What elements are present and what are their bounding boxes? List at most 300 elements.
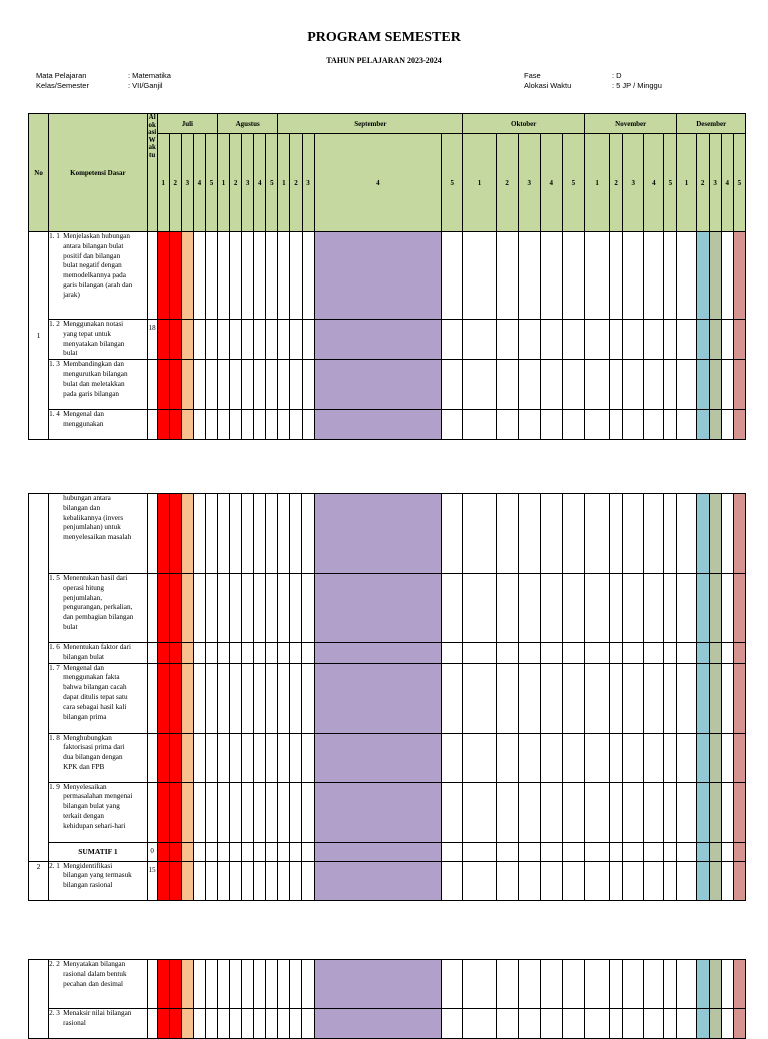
week-cell xyxy=(709,960,721,1009)
week-cell xyxy=(278,232,290,320)
week-cell xyxy=(302,320,314,360)
week-cell xyxy=(157,733,169,782)
week-cell xyxy=(677,320,696,360)
row-number-empty xyxy=(29,494,49,862)
week-cell xyxy=(677,842,696,861)
week-cell xyxy=(623,643,644,664)
alokasi-value: 15 xyxy=(147,861,157,900)
week-cell xyxy=(610,494,623,574)
week-cell xyxy=(677,782,696,842)
week-oktober-1: 1 xyxy=(463,134,496,232)
week-cell xyxy=(254,842,266,861)
week-cell xyxy=(664,842,677,861)
week-cell xyxy=(733,494,745,574)
week-juli-5: 5 xyxy=(205,134,217,232)
week-juli-3: 3 xyxy=(181,134,193,232)
week-cell xyxy=(610,861,623,900)
week-cell xyxy=(205,410,217,440)
week-cell xyxy=(696,861,709,900)
sumatif-value: 0 xyxy=(147,842,157,861)
meta-kelas-value: : VII/Ganjil xyxy=(128,81,163,90)
kompetensi-number: 1. 4 xyxy=(49,410,60,419)
week-cell xyxy=(290,320,302,360)
week-cell xyxy=(205,360,217,410)
alokasi-empty xyxy=(147,574,157,643)
header-month-september: September xyxy=(278,114,463,134)
week-cell xyxy=(181,320,193,360)
week-juli-1: 1 xyxy=(157,134,169,232)
section-2-body xyxy=(29,494,746,901)
week-cell xyxy=(644,574,664,643)
week-cell xyxy=(442,861,463,900)
week-cell xyxy=(314,861,442,900)
week-cell xyxy=(254,410,266,440)
week-cell xyxy=(496,782,518,842)
week-cell xyxy=(496,232,518,320)
week-cell xyxy=(290,733,302,782)
week-cell xyxy=(721,232,733,320)
week-cell xyxy=(254,494,266,574)
week-cell xyxy=(664,410,677,440)
week-cell xyxy=(623,861,644,900)
week-cell xyxy=(242,320,254,360)
week-cell xyxy=(242,861,254,900)
week-cell xyxy=(266,232,278,320)
table-row xyxy=(29,410,746,440)
table-row xyxy=(29,782,746,842)
week-cell xyxy=(266,960,278,1009)
week-cell xyxy=(302,733,314,782)
week-cell xyxy=(230,782,242,842)
week-cell xyxy=(442,733,463,782)
week-cell xyxy=(540,643,562,664)
week-cell xyxy=(677,861,696,900)
week-agustus-1: 1 xyxy=(218,134,230,232)
week-cell xyxy=(205,782,217,842)
week-cell xyxy=(302,861,314,900)
week-cell xyxy=(610,960,623,1009)
week-cell xyxy=(584,663,609,733)
week-cell xyxy=(193,782,205,842)
week-cell xyxy=(664,663,677,733)
week-cell xyxy=(664,360,677,410)
week-cell xyxy=(218,320,230,360)
row-number: 2 xyxy=(29,861,49,900)
week-cell xyxy=(562,410,584,440)
kompetensi-text: hubungan antara bilangan dan kebalikannya (invers penjumlahan) untuk menyelesaikan masalah xyxy=(63,494,132,542)
week-cell xyxy=(644,320,664,360)
header-month-juli: Juli xyxy=(157,114,217,134)
week-cell xyxy=(610,360,623,410)
week-cell xyxy=(496,842,518,861)
week-cell xyxy=(169,960,181,1009)
kompetensi-text: Membandingkan dan mengurutkan bilangan bulat dan meletakkan pada garis bilangan xyxy=(63,360,128,398)
week-cell xyxy=(254,574,266,643)
week-cell xyxy=(442,842,463,861)
week-cell xyxy=(254,360,266,410)
week-cell xyxy=(290,232,302,320)
week-cell xyxy=(540,842,562,861)
week-cell xyxy=(193,320,205,360)
week-september-1: 1 xyxy=(278,134,290,232)
week-cell xyxy=(181,643,193,664)
week-cell xyxy=(696,663,709,733)
alokasi-empty xyxy=(147,643,157,664)
week-desember-5: 5 xyxy=(733,134,745,232)
kompetensi-number: 1. 6 xyxy=(49,643,60,651)
week-cell xyxy=(644,360,664,410)
table-row xyxy=(29,733,746,782)
week-cell xyxy=(721,360,733,410)
week-cell xyxy=(540,861,562,900)
kompetensi-text: Menentukan hasil dari operasi hitung penjumlahan, pengurangan, perkalian, dan pembagian bilangan bulat xyxy=(63,574,134,631)
table-row xyxy=(29,643,746,664)
week-cell xyxy=(584,861,609,900)
alokasi-empty xyxy=(147,733,157,782)
week-cell xyxy=(193,360,205,410)
week-cell xyxy=(644,232,664,320)
week-cell xyxy=(266,842,278,861)
week-cell xyxy=(193,842,205,861)
table-row xyxy=(29,960,746,1009)
week-agustus-3: 3 xyxy=(242,134,254,232)
semester-table-page-2 xyxy=(28,493,746,901)
header-month-desember: Desember xyxy=(677,114,746,134)
week-september-5: 5 xyxy=(442,134,463,232)
week-cell xyxy=(463,360,496,410)
header-month-november: November xyxy=(585,114,677,134)
kompetensi-text: Menyatakan bilangan rasional dalam bentuk pecahan dan desimal xyxy=(63,960,127,988)
week-cell xyxy=(584,782,609,842)
week-cell xyxy=(314,574,442,643)
week-cell xyxy=(721,861,733,900)
week-oktober-2: 2 xyxy=(496,134,518,232)
week-september-2: 2 xyxy=(290,134,302,232)
week-cell xyxy=(709,410,721,440)
week-cell xyxy=(610,232,623,320)
week-cell xyxy=(709,574,721,643)
kompetensi-cell xyxy=(49,320,148,360)
meta-kelas-label: Kelas/Semester xyxy=(36,81,89,90)
week-cell xyxy=(193,643,205,664)
header-month-agustus: Agustus xyxy=(218,114,278,134)
table-row xyxy=(29,360,746,410)
table-row xyxy=(29,861,746,900)
week-cell xyxy=(278,960,290,1009)
week-cell xyxy=(585,232,610,320)
week-cell xyxy=(205,960,217,1009)
kompetensi-cell xyxy=(49,494,148,574)
week-cell xyxy=(157,574,169,643)
week-cell xyxy=(254,733,266,782)
week-cell xyxy=(181,842,193,861)
week-cell xyxy=(540,494,562,574)
week-cell xyxy=(562,663,584,733)
week-cell xyxy=(205,733,217,782)
week-cell xyxy=(562,574,584,643)
week-cell xyxy=(193,960,205,1009)
week-juli-4: 4 xyxy=(193,134,205,232)
week-cell xyxy=(230,733,242,782)
week-cell xyxy=(181,574,193,643)
week-cell xyxy=(585,360,610,410)
table-row xyxy=(29,574,746,643)
kompetensi-text: Menggunakan notasi yang tepat untuk menyatakan bilangan bulat xyxy=(63,320,125,358)
week-cell xyxy=(290,494,302,574)
week-cell xyxy=(230,360,242,410)
week-cell xyxy=(218,574,230,643)
week-cell xyxy=(230,410,242,440)
week-cell xyxy=(181,232,193,320)
kompetensi-number: 1. 3 xyxy=(49,360,60,369)
week-cell xyxy=(696,360,709,410)
table-row xyxy=(29,663,746,733)
kompetensi-number: 1. 9 xyxy=(49,782,60,791)
week-cell xyxy=(314,663,442,733)
week-cell xyxy=(442,320,463,360)
week-cell xyxy=(442,782,463,842)
week-cell xyxy=(278,861,290,900)
week-cell xyxy=(463,782,496,842)
week-cell xyxy=(733,410,745,440)
week-cell xyxy=(644,643,664,664)
week-cell xyxy=(733,574,745,643)
week-cell xyxy=(733,232,745,320)
week-cell xyxy=(518,663,540,733)
week-cell xyxy=(290,410,302,440)
week-cell xyxy=(169,733,181,782)
kompetensi-number: 1. 8 xyxy=(49,733,60,742)
week-cell xyxy=(442,960,463,1009)
week-cell xyxy=(696,232,709,320)
week-cell xyxy=(169,574,181,643)
week-cell xyxy=(205,232,217,320)
week-cell xyxy=(193,410,205,440)
week-cell xyxy=(278,360,290,410)
week-cell xyxy=(266,782,278,842)
week-cell xyxy=(218,360,230,410)
week-cell xyxy=(290,842,302,861)
week-cell xyxy=(278,663,290,733)
week-cell xyxy=(610,320,623,360)
week-cell xyxy=(721,410,733,440)
week-cell xyxy=(302,360,314,410)
week-cell xyxy=(193,861,205,900)
kompetensi-text: Mengidentifikasi bilangan yang termasuk bilangan rasional xyxy=(63,861,132,890)
week-cell xyxy=(610,410,623,440)
week-cell xyxy=(664,232,677,320)
week-cell xyxy=(230,861,242,900)
week-cell xyxy=(242,232,254,320)
week-cell xyxy=(205,842,217,861)
week-cell xyxy=(290,782,302,842)
week-cell xyxy=(610,782,623,842)
week-cell xyxy=(463,960,496,1009)
week-cell xyxy=(205,861,217,900)
week-cell xyxy=(585,410,610,440)
week-cell xyxy=(302,842,314,861)
alokasi-empty xyxy=(147,494,157,574)
week-cell xyxy=(664,861,677,900)
alokasi-empty xyxy=(147,410,157,440)
week-cell xyxy=(278,842,290,861)
kompetensi-number: 1. 5 xyxy=(49,574,60,582)
week-cell xyxy=(230,494,242,574)
week-cell xyxy=(664,494,677,574)
week-cell xyxy=(266,733,278,782)
week-cell xyxy=(709,861,721,900)
week-cell xyxy=(463,574,496,643)
week-cell xyxy=(677,574,696,643)
week-cell xyxy=(610,842,623,861)
week-agustus-4: 4 xyxy=(254,134,266,232)
week-cell xyxy=(584,960,609,1009)
week-cell xyxy=(290,663,302,733)
week-cell xyxy=(193,663,205,733)
kompetensi-cell xyxy=(49,782,148,842)
week-cell xyxy=(721,782,733,842)
header-no: No xyxy=(29,114,49,232)
kompetensi-number: 1. 1 xyxy=(49,232,60,240)
alokasi-empty xyxy=(147,663,157,733)
week-cell xyxy=(242,842,254,861)
week-cell xyxy=(518,232,540,320)
week-cell xyxy=(278,733,290,782)
header-kompetensi-dasar: Kompetensi Dasar xyxy=(49,114,148,232)
kompetensi-cell xyxy=(49,232,148,320)
week-juli-2: 2 xyxy=(169,134,181,232)
week-cell xyxy=(584,643,609,664)
week-cell xyxy=(664,574,677,643)
week-cell xyxy=(218,494,230,574)
week-cell xyxy=(496,360,518,410)
week-cell xyxy=(721,842,733,861)
week-cell xyxy=(181,861,193,900)
week-cell xyxy=(463,663,496,733)
week-cell xyxy=(562,842,584,861)
week-cell xyxy=(623,320,644,360)
week-cell xyxy=(584,494,609,574)
week-cell xyxy=(442,232,463,320)
week-cell xyxy=(623,410,644,440)
week-cell xyxy=(733,320,745,360)
week-cell xyxy=(496,643,518,664)
week-cell xyxy=(442,663,463,733)
kompetensi-text: Menghubungkan faktorisasi prima dari dua bilangan dengan KPK dan FPB xyxy=(63,733,125,771)
week-cell xyxy=(205,320,217,360)
week-cell xyxy=(302,643,314,664)
week-cell xyxy=(721,643,733,664)
week-oktober-4: 4 xyxy=(540,134,562,232)
week-cell xyxy=(205,643,217,664)
week-cell xyxy=(518,410,540,440)
week-cell xyxy=(254,663,266,733)
week-cell xyxy=(709,643,721,664)
week-cell xyxy=(302,410,314,440)
week-cell xyxy=(302,574,314,643)
week-cell xyxy=(193,574,205,643)
week-cell xyxy=(623,842,644,861)
week-cell xyxy=(733,663,745,733)
week-cell xyxy=(218,842,230,861)
week-cell xyxy=(463,320,496,360)
kompetensi-cell xyxy=(49,861,148,900)
week-cell xyxy=(230,574,242,643)
week-cell xyxy=(463,842,496,861)
week-cell xyxy=(157,360,169,410)
week-desember-3: 3 xyxy=(709,134,721,232)
week-cell xyxy=(518,360,540,410)
week-cell xyxy=(463,494,496,574)
row-number-empty xyxy=(29,960,49,1039)
week-cell xyxy=(205,663,217,733)
week-cell xyxy=(709,733,721,782)
week-cell xyxy=(463,410,496,440)
week-cell xyxy=(181,733,193,782)
week-cell xyxy=(733,960,745,1009)
week-cell xyxy=(518,643,540,664)
week-cell xyxy=(302,663,314,733)
week-cell xyxy=(623,733,644,782)
meta-fase-value: : D xyxy=(612,71,622,80)
kompetensi-cell xyxy=(49,574,148,643)
week-cell xyxy=(314,733,442,782)
kompetensi-number: 2. 3 xyxy=(49,1009,60,1017)
week-cell xyxy=(677,663,696,733)
week-cell xyxy=(218,643,230,664)
week-cell xyxy=(496,494,518,574)
week-cell xyxy=(169,842,181,861)
week-cell xyxy=(644,960,664,1009)
week-cell xyxy=(664,782,677,842)
table-row xyxy=(29,232,746,320)
week-cell xyxy=(181,960,193,1009)
week-cell xyxy=(518,494,540,574)
kompetensi-number: 1. 2 xyxy=(49,320,60,328)
week-cell xyxy=(169,643,181,664)
week-cell xyxy=(696,733,709,782)
row-number: 1 xyxy=(29,232,49,440)
week-cell xyxy=(696,960,709,1009)
week-cell xyxy=(314,232,442,320)
week-cell xyxy=(218,733,230,782)
week-november-3: 3 xyxy=(623,134,644,232)
week-cell xyxy=(518,782,540,842)
week-cell xyxy=(623,232,644,320)
week-cell xyxy=(518,320,540,360)
week-cell xyxy=(496,663,518,733)
week-cell xyxy=(242,643,254,664)
week-cell xyxy=(709,360,721,410)
kompetensi-cell xyxy=(49,663,148,733)
week-cell xyxy=(302,494,314,574)
alokasi-empty xyxy=(147,960,157,1009)
week-cell xyxy=(463,733,496,782)
week-cell xyxy=(709,320,721,360)
week-cell xyxy=(696,782,709,842)
week-cell xyxy=(496,733,518,782)
week-cell xyxy=(266,320,278,360)
week-cell xyxy=(721,320,733,360)
meta-fase-label: Fase xyxy=(524,71,541,80)
week-cell xyxy=(266,494,278,574)
week-cell xyxy=(169,861,181,900)
week-cell xyxy=(242,960,254,1009)
week-cell xyxy=(496,960,518,1009)
kompetensi-cell xyxy=(49,960,148,1009)
week-cell xyxy=(205,494,217,574)
week-cell xyxy=(193,232,205,320)
